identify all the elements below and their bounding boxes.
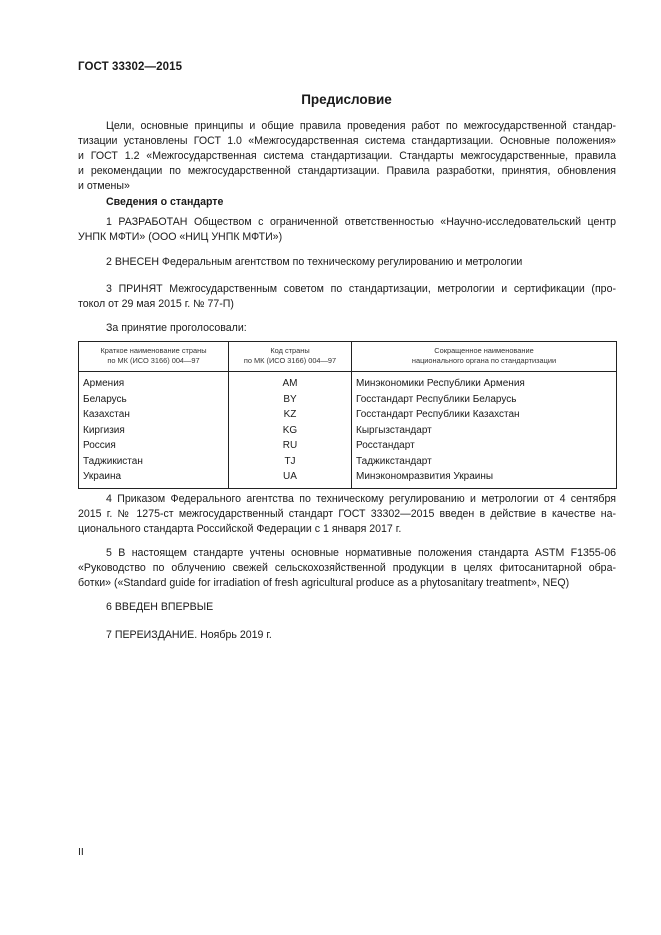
code-cell: KG [229,423,352,439]
item-5-paragraph [78,546,616,591]
country-cell: Украина [79,469,229,488]
code-cell: UA [229,469,352,488]
column-header-national-body [352,342,617,372]
header-line: Код страны [270,346,310,355]
text-line: и рекомендации по межгосударственной стандартизации. Правила разработки, принятия, обновления [78,165,616,177]
table-row [79,372,617,392]
table-header-row [79,342,617,372]
standard-info-subtitle: Сведения о стандарте [106,196,224,208]
item-1-paragraph [78,215,616,245]
page-number: II [78,846,84,858]
table-row [79,423,617,439]
national-body-cell: Таджикстандарт [352,454,617,470]
country-cell: Таджикистан [79,454,229,470]
text-line: 6 ВВЕДЕН ВПЕРВЫЕ [106,601,214,613]
document-header-id: ГОСТ 33302—2015 [78,61,183,73]
country-cell: Казахстан [79,407,229,423]
national-body-cell: Минэкономразвития Украины [352,469,617,488]
item-4-paragraph [78,492,616,537]
country-cell: Киргизия [79,423,229,439]
table-row [79,438,617,454]
member-states-table [78,341,617,489]
code-cell: BY [229,392,352,408]
text-line: тизации установлены ГОСТ 1.0 «Межгосударственная система стандартизации. Основные положения» [78,135,616,147]
header-line: по МК (ИСО 3166) 004—97 [243,356,337,365]
vote-label: За принятие проголосовали: [106,322,247,334]
header-line: по МК (ИСО 3166) 004—97 [107,356,200,365]
item-7-paragraph [78,628,616,643]
column-header-code [229,342,352,372]
national-body-cell: Минэкономики Республики Армения [352,372,617,392]
code-cell: TJ [229,454,352,470]
code-cell: KZ [229,407,352,423]
national-body-cell: Кыргызстандарт [352,423,617,439]
national-body-cell: Росстандарт [352,438,617,454]
text-line: 7 ПЕРЕИЗДАНИЕ. Ноябрь 2019 г. [106,629,272,641]
text-line: «Руководство по облучению свежей сельскохозяйственной продукции в целях фитосанитарной обра- [78,562,616,574]
table-row [79,454,617,470]
item-2-paragraph [78,255,616,270]
table-row [79,407,617,423]
header-line: Краткое наименование страны [100,346,207,355]
table-row [79,392,617,408]
preface-title [0,92,661,107]
table-row [79,469,617,488]
item-3-paragraph [78,282,616,312]
text-line: Цели, основные принципы и общие правила проведения работ по межгосударственной стандар- [106,120,616,132]
code-cell: AM [229,372,352,392]
preface-title-text: Предисловие [301,92,392,107]
header-line: Сокращенное наименование [434,346,534,355]
country-cell: Беларусь [79,392,229,408]
country-cell: Армения [79,372,229,392]
column-header-country [79,342,229,372]
text-line: 2 ВНЕСЕН Федеральным агентством по техническому регулированию и метрологии [106,256,523,268]
text-line: 4 Приказом Федерального агентства по техническому регулированию и метрологии от 4 сентября [106,493,616,505]
text-line: ционального стандарта Российской Федерации с 1 января 2017 г. [78,523,402,535]
national-body-cell: Госстандарт Республики Казахстан [352,407,617,423]
text-line: токол от 29 мая 2015 г. № 77-П) [78,298,234,310]
preface-intro-paragraph [78,119,616,194]
national-body-cell: Госстандарт Республики Беларусь [352,392,617,408]
text-line: УНПК МФТИ» (ООО «НИЦ УНПК МФТИ») [78,231,283,243]
country-cell: Россия [79,438,229,454]
text-line: ботки» («Standard guide for irradiation of fresh agricultural produce as a phytosanitary treatment», NEQ) [78,577,570,589]
text-line: 2015 г. № 1275-ст межгосударственный стандарт ГОСТ 33302—2015 введен в действие в качестве на- [78,508,616,520]
header-line: национального органа по стандартизации [411,356,557,365]
text-line: 1 РАЗРАБОТАН Обществом с ограниченной ответственностью «Научно-исследовательский центр [106,216,616,228]
text-line: и ГОСТ 1.2 «Межгосударственная система стандартизации. Стандарты межгосударственные, правила [78,150,616,162]
text-line: и отмены» [78,180,130,192]
text-line: 5 В настоящем стандарте учтены основные нормативные положения стандарта ASTM F1355-06 [106,547,616,559]
item-6-paragraph [78,600,616,615]
code-cell: RU [229,438,352,454]
text-line: 3 ПРИНЯТ Межгосударственным советом по стандартизации, метрологии и сертификации (про- [106,283,616,295]
